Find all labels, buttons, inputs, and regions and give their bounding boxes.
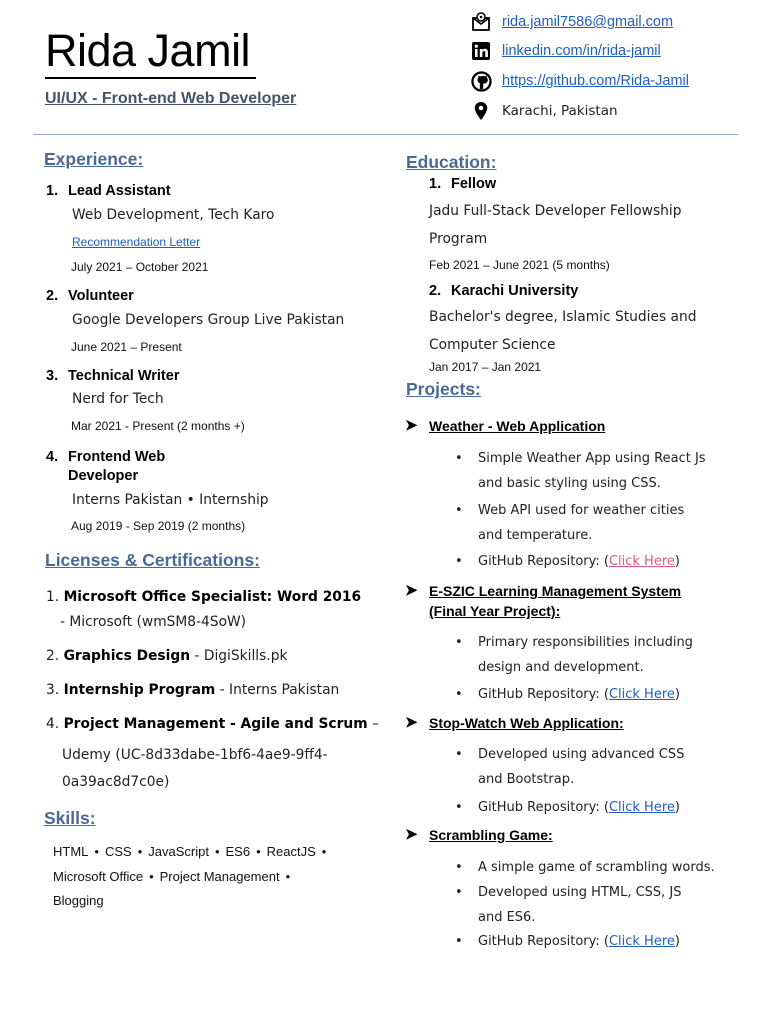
project-bullet: • Simple Weather App using React Js and basic styling using CSS.	[455, 451, 706, 491]
project-title: ➤ Weather - Web Application	[405, 417, 606, 434]
education-item-title: 1. Fellow	[429, 176, 497, 192]
github-repo-link[interactable]: Click Here	[608, 554, 675, 569]
experience-item-date: July 2021 – October 2021	[71, 260, 209, 274]
contact-github[interactable]	[470, 70, 689, 92]
education-item-date: Feb 2021 – June 2021 (5 months)	[429, 258, 610, 272]
projects-heading: Projects:	[406, 379, 481, 399]
project-bullet: • GitHub Repository: (Click Here)	[455, 687, 680, 702]
arrowhead-bullet-icon: ➤	[405, 417, 418, 434]
project-bullet: • A simple game of scrambling words.	[455, 860, 715, 875]
skill-tag: Project Management	[159, 868, 280, 884]
project-bullet: • GitHub Repository: (Click Here)	[455, 934, 680, 949]
experience-item-title: 1. Lead Assistant	[46, 183, 171, 199]
certification-issuer: - Microsoft (wmSM8-4SoW)	[60, 614, 247, 630]
skill-tag: Microsoft Office	[53, 868, 144, 884]
email-icon	[470, 11, 492, 33]
certification-item: 3. Internship Program - Interns Pakistan	[46, 682, 340, 698]
arrowhead-bullet-icon: ➤	[405, 826, 418, 843]
skills-heading: Skills:	[44, 808, 96, 828]
education-heading: Education:	[406, 152, 497, 172]
education-item-detail: Bachelor's degree, Islamic Studies and Computer Science	[429, 309, 697, 353]
github-repo-link[interactable]: Click Here	[608, 687, 675, 702]
experience-item-title: 4. Frontend Web Developer	[46, 449, 166, 484]
experience-item-org: Nerd for Tech	[72, 391, 164, 407]
linkedin-link[interactable]: linkedin.com/in/rida-jamil	[502, 43, 661, 59]
github-repo-link[interactable]: Click Here	[608, 934, 675, 949]
experience-item-org: Google Developers Group Live Pakistan	[72, 312, 345, 328]
header-divider	[33, 134, 738, 135]
github-link[interactable]: https://github.com/Rida-Jamil	[502, 73, 689, 89]
arrowhead-bullet-icon: ➤	[405, 582, 418, 599]
certification-item: 1. Microsoft Office Specialist: Word 2016	[46, 589, 362, 605]
contact-location	[470, 100, 618, 122]
github-icon	[470, 70, 492, 92]
github-repo-link[interactable]: Click Here	[608, 800, 675, 815]
experience-item-date: Mar 2021 - Present (2 months +)	[71, 419, 245, 433]
contact-email[interactable]	[470, 11, 673, 33]
project-bullet: • GitHub Repository: (Click Here)	[455, 554, 680, 569]
project-title: ➤ E-SZIC Learning Management System (Final Year Project):	[405, 582, 682, 619]
skill-tag: HTML	[53, 844, 89, 859]
experience-item-org: Interns Pakistan • Internship	[72, 492, 269, 508]
location-text: Karachi, Pakistan	[502, 103, 618, 119]
resume-name: Rida Jamil	[45, 25, 251, 76]
project-bullet: • Developed using advanced CSS and Bootstrap.	[455, 747, 685, 787]
job-title: UI/UX - Front-end Web Developer	[45, 90, 297, 107]
education-item-date: Jan 2017 – Jan 2021	[429, 360, 542, 374]
name-underline-divider	[45, 77, 256, 79]
recommendation-letter-link[interactable]: Recommendation Letter	[72, 235, 201, 249]
skill-tag: ES6	[225, 844, 251, 859]
linkedin-icon	[470, 40, 492, 62]
experience-item-title: 2. Volunteer	[46, 288, 134, 304]
email-link[interactable]: rida.jamil7586@gmail.com	[502, 14, 674, 30]
skill-tag: Blogging	[53, 893, 104, 908]
project-title: ➤ Scrambling Game:	[405, 826, 553, 843]
experience-item-title: 3. Technical Writer	[46, 368, 180, 384]
project-bullet: • Primary responsibilities including design and development.	[455, 635, 693, 675]
arrowhead-bullet-icon: ➤	[405, 714, 418, 731]
certification-issuer: Udemy (UC-8d33dabe-1bf6-4ae9-9ff4- 0a39ac8d7c0e)	[62, 747, 328, 790]
education-item-detail: Jadu Full-Stack Developer Fellowship Program	[429, 203, 682, 247]
contact-linkedin[interactable]	[470, 40, 661, 62]
skill-tag: ReactJS	[266, 844, 316, 859]
experience-item-org: Web Development, Tech Karo	[72, 207, 275, 223]
experience-item-date: June 2021 – Present	[71, 340, 182, 354]
project-title: ➤ Stop-Watch Web Application:	[405, 714, 624, 731]
location-pin-icon	[470, 100, 492, 122]
certification-item: 4. Project Management - Agile and Scrum –	[46, 716, 379, 732]
certification-item: 2. Graphics Design - DigiSkills.pk	[46, 648, 288, 664]
certifications-heading: Licenses & Certifications:	[45, 550, 260, 570]
skills-list: HTML • CSS • JavaScript • ES6 • ReactJS • Microsoft Office • Project Management • Blogging	[53, 844, 327, 908]
project-bullet: • GitHub Repository: (Click Here)	[455, 800, 680, 815]
skill-tag: CSS	[104, 844, 132, 859]
experience-item-date: Aug 2019 - Sep 2019 (2 months)	[71, 519, 246, 533]
skill-tag: JavaScript	[148, 844, 209, 859]
education-item-title: 2. Karachi University	[429, 283, 579, 299]
project-bullet: • Web API used for weather cities and temperature.	[455, 503, 685, 543]
experience-heading: Experience:	[44, 149, 144, 169]
project-bullet: • Developed using HTML, CSS, JS and ES6.	[455, 885, 682, 925]
